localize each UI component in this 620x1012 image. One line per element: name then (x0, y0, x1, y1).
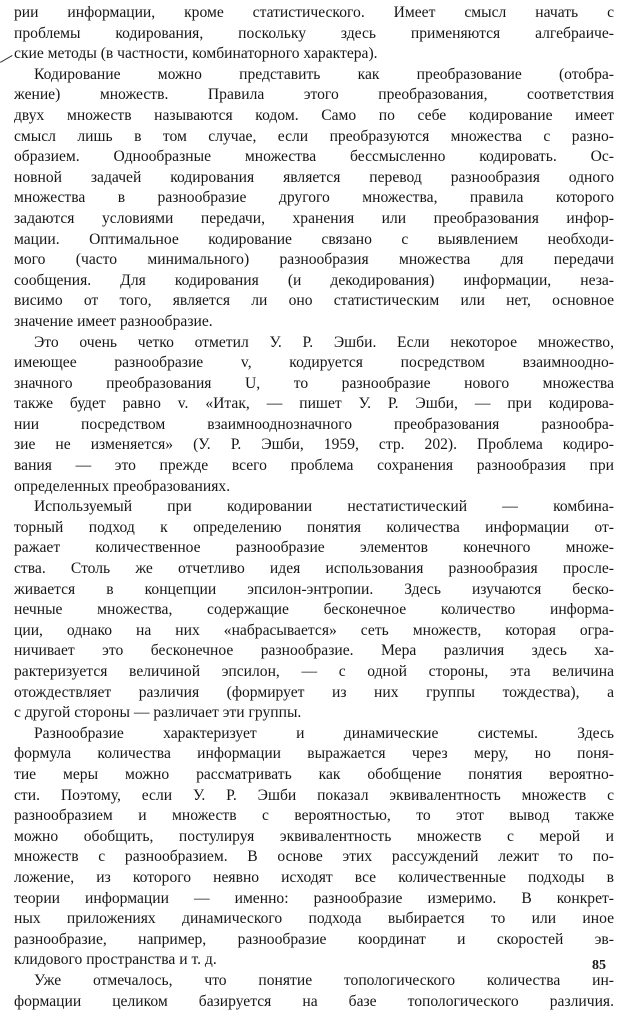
text-line: задаются условиями передачи, хранения или преобразования инфор- (14, 209, 614, 230)
text-line: ства. Столь же отчетливо идея использования разнообразия просле- (14, 559, 614, 580)
text-line: разнообразие, например, разнообразие координат и скоростей эв- (14, 930, 614, 951)
text-line: смысл лишь в том случае, если преобразуются множества с разно- (14, 127, 614, 148)
text-line: Уже отмечалось, что понятие топологического количества ин- (14, 971, 614, 992)
text-line: ничивает это бесконечное разнообразие. Мера различия здесь ха- (14, 641, 614, 662)
text-line: Это очень четко отметил У. Р. Эшби. Если некоторое множество, (14, 333, 614, 354)
page-number: 85 (592, 958, 606, 974)
text-line: тие меры можно рассматривать как обобщение понятия вероятно- (14, 765, 614, 786)
text-line: значного преобразования U, то разнообразие нового множества (14, 374, 614, 395)
text-line: ражает количественное разнообразие элементов конечного множе- (14, 538, 614, 559)
text-line: живается в концепции эпсилон-энтропии. Здесь изучаются беско- (14, 580, 614, 601)
text-line: нечные множества, содержащие бесконечное количество информа- (14, 600, 614, 621)
text-line: ские методы (в частности, комбинаторного характера). (14, 44, 614, 65)
text-line: мации. Оптимальное кодирование связано с выявлением необходи- (14, 230, 614, 251)
text-line: формации целиком базируется на базе топологического различия. (14, 992, 614, 1012)
text-line: Используемый при кодировании нестатистический — комбина- (14, 497, 614, 518)
text-line: сти. Поэтому, если У. Р. Эшби показал эквивалентность множеств с (14, 786, 614, 807)
text-line: множества в разнообразие другого множества, правила которого (14, 188, 614, 209)
text-line: имеющее разнообразие v, кодируется посредством взаимнооднo- (14, 353, 614, 374)
text-line: с другой стороны — различает эти группы. (14, 703, 614, 724)
text-line: висимо от того, является ли оно статистическим или нет, основное (14, 291, 614, 312)
body-text (14, 3, 614, 1012)
text-line: также будет равно v. «Итак, — пишет У. Р. Эшби, — при кодирова- (14, 394, 614, 415)
text-line: жение) множеств. Правила этого преобразования, соответствия (14, 85, 614, 106)
text-line: проблемы кодирования, поскольку здесь применяются алгебраиче- (14, 24, 614, 45)
text-line: множеств с разнообразием. В основе этих рассуждений лежит то по- (14, 847, 614, 868)
text-line: новной задачей кодирования является перевод разнообразия одного (14, 168, 614, 189)
text-line: определенных преобразованиях. (14, 477, 614, 498)
text-line: значение имеет разнообразие. (14, 312, 614, 333)
text-line: разнообразием и множеств с вероятностью, то этот вывод также (14, 806, 614, 827)
text-line: вания — это прежде всего проблема сохранения разнообразия при (14, 456, 614, 477)
text-line: нии посредством взаимнооднозначного преобразования разнообра- (14, 415, 614, 436)
text-line: рии информации, кроме статистического. Имеет смысл начать с (14, 3, 614, 24)
text-line: ции, однако на них «набрасывается» сеть множеств, которая огра- (14, 621, 614, 642)
text-line: сообщения. Для кодирования (и декодирования) информации, неза- (14, 271, 614, 292)
text-line: формула количества информации выражается через меру, но поня- (14, 744, 614, 765)
text-line: зие не изменяется» (У. Р. Эшби, 1959, стр. 202). Проблема кодиро- (14, 435, 614, 456)
text-line: теории информации — именно: разнообразие измеримо. В конкрет- (14, 889, 614, 910)
text-line: отождествляет различия (формирует из них группы тождества), а (14, 683, 614, 704)
text-line: двух множеств называются кодом. Само по себе кодирование имеет (14, 106, 614, 127)
text-line: ложение, из которого неявно исходят все количественные подходы в (14, 868, 614, 889)
text-line: рактеризуется величиной эпсилон, — с одной стороны, эта величина (14, 662, 614, 683)
text-line: торный подход к определению понятия количества информации от- (14, 518, 614, 539)
text-line: образием. Однообразные множества бессмысленно кодировать. Ос- (14, 147, 614, 168)
text-line: Кодирование можно представить как преобразование (отобра- (14, 65, 614, 86)
text-line: Разнообразие характеризует и динамические системы. Здесь (14, 724, 614, 745)
text-line: можно обобщить, постулируя эквивалентность множеств с мерой и (14, 827, 614, 848)
text-line: клидового пространства и т. д. (14, 950, 614, 971)
text-line: ных приложениях динамического подхода выбирается то или иное (14, 909, 614, 930)
text-line: мого (часто минимального) разнообразия множества для передачи (14, 250, 614, 271)
